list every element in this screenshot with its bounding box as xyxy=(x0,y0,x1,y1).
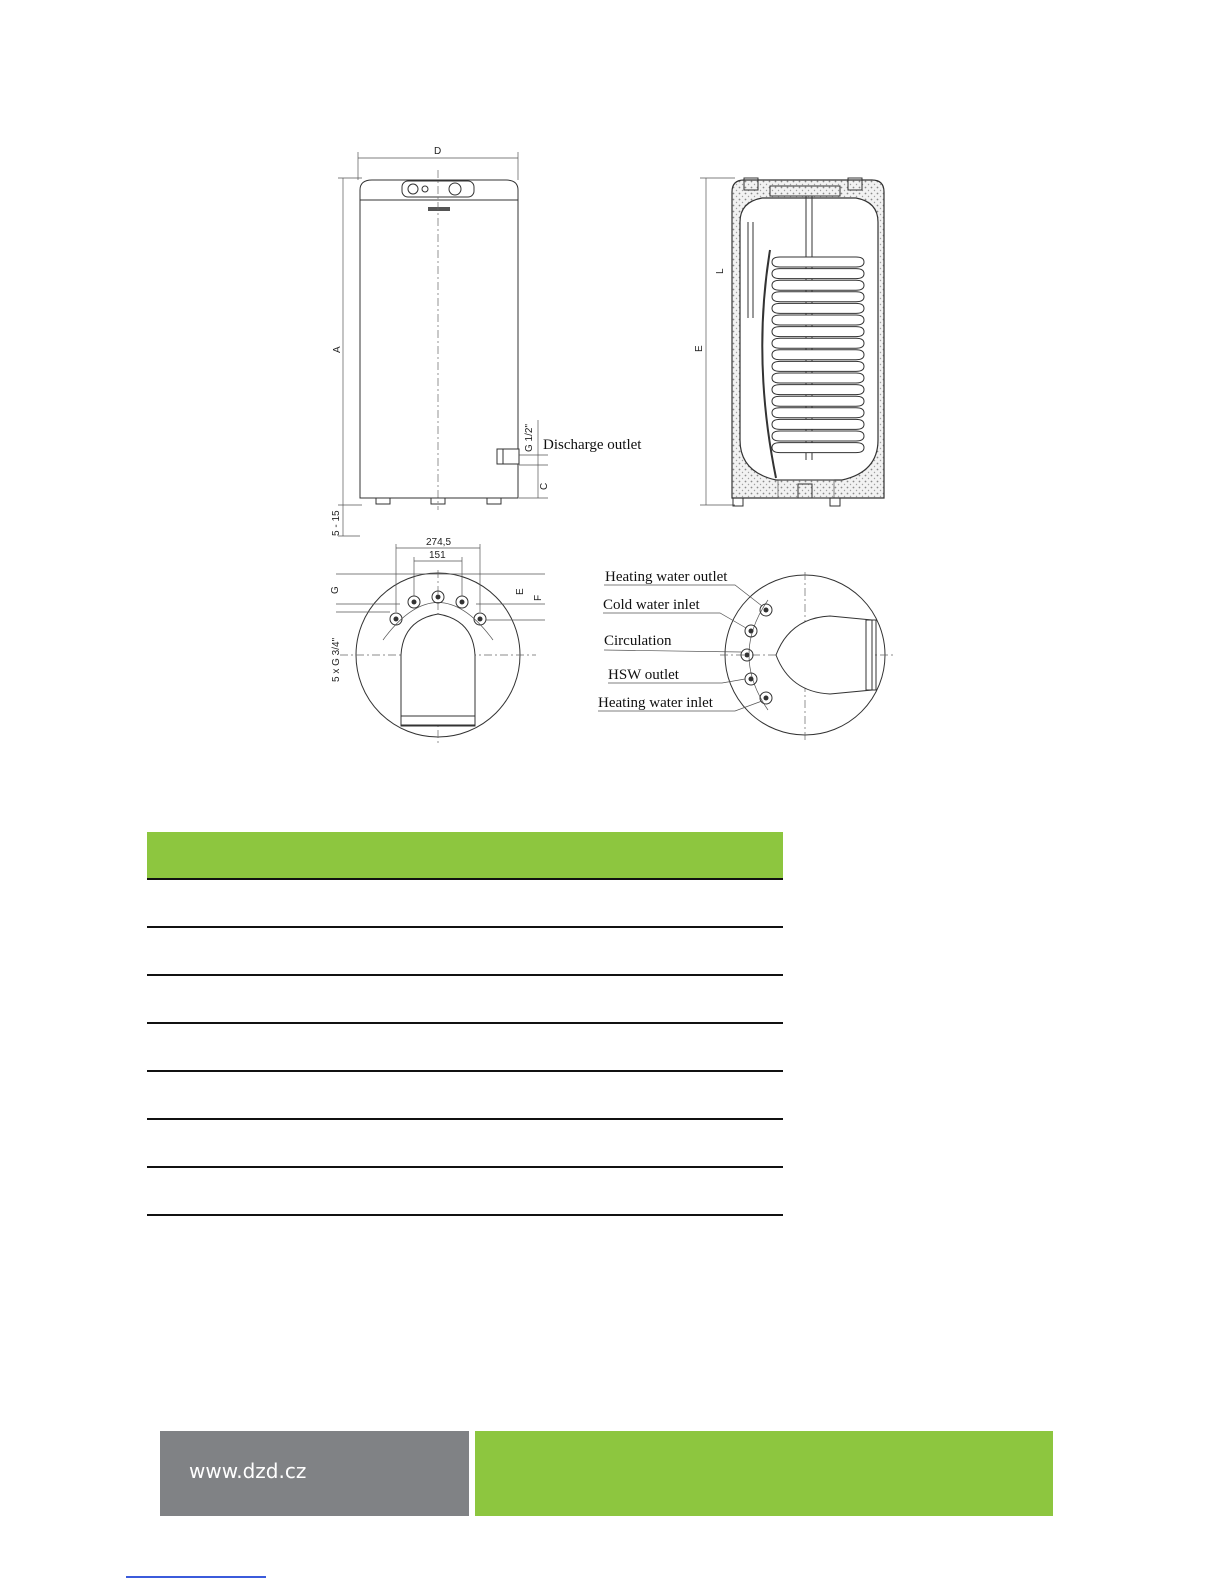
dim-foot-label: 5 - 15 xyxy=(331,510,342,536)
coil-loop xyxy=(772,361,864,371)
footer-right-panel xyxy=(475,1431,1053,1516)
dim-c-label: C xyxy=(539,482,550,490)
coil-loop xyxy=(772,396,864,406)
circulation-label: Circulation xyxy=(604,633,672,649)
top-view-connections xyxy=(598,569,895,740)
cold-water-inlet-label: Cold water inlet xyxy=(603,597,700,613)
dim-l-label: L xyxy=(715,268,726,274)
coil-loop xyxy=(772,257,864,267)
coil-loop xyxy=(772,385,864,395)
coil-loop xyxy=(772,292,864,302)
hsw-outlet-label: HSW outlet xyxy=(608,667,679,683)
coil-loop xyxy=(772,350,864,360)
coil-loop xyxy=(772,443,864,453)
coil-loop xyxy=(772,315,864,325)
table-row xyxy=(147,880,783,928)
dim-f-label: F xyxy=(533,594,544,601)
coil-loop xyxy=(772,280,864,290)
dim-connections-label: 5 x G 3/4" xyxy=(331,637,342,682)
table-body xyxy=(147,880,783,1216)
dim-d-label: D xyxy=(434,146,442,157)
dim-e-label: E xyxy=(694,345,705,352)
dim-thread-label: G 1/2" xyxy=(524,423,535,452)
table-row xyxy=(147,1168,783,1216)
bottom-link-underline[interactable] xyxy=(126,1576,266,1578)
coil-loop xyxy=(772,373,864,383)
coil-loop xyxy=(772,269,864,279)
table-row xyxy=(147,976,783,1024)
table-row xyxy=(147,1024,783,1072)
top-view-dimensioned xyxy=(330,537,545,745)
table-row xyxy=(147,928,783,976)
heat-exchanger-coil xyxy=(762,250,864,478)
dim-a-label: A xyxy=(332,346,343,353)
coil-loop xyxy=(772,327,864,337)
dim-151-label: 151 xyxy=(429,550,446,561)
dim-e2-label: E xyxy=(515,588,526,595)
dim-2745-label: 274,5 xyxy=(426,537,452,548)
coil-loop xyxy=(772,419,864,429)
heating-water-inlet-label: Heating water inlet xyxy=(598,695,713,711)
footer-url[interactable]: www.dzd.cz xyxy=(189,1459,307,1483)
coil-loop xyxy=(772,303,864,313)
table-row xyxy=(147,1120,783,1168)
discharge-outlet-label: Discharge outlet xyxy=(543,437,642,453)
dim-g-label: G xyxy=(330,586,341,594)
heating-water-outlet-label: Heating water outlet xyxy=(605,569,728,585)
coil-loop xyxy=(772,338,864,348)
spec-table xyxy=(147,832,783,1216)
section-view xyxy=(694,178,884,506)
table-header xyxy=(147,832,783,880)
table-row xyxy=(147,1072,783,1120)
front-view xyxy=(331,146,642,536)
coil-loop xyxy=(772,408,864,418)
coil-loop xyxy=(772,431,864,441)
